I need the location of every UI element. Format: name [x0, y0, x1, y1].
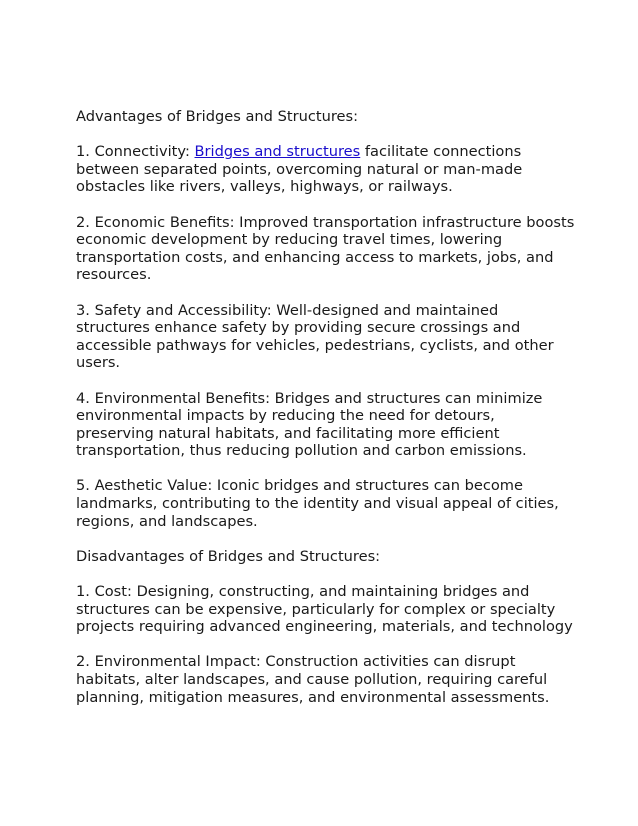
advantage-item-aesthetic: 5. Aesthetic Value: Iconic bridges and structures can become landmarks, contributing to the identity and visual appeal of cities, regions, and landscapes. — [76, 477, 559, 530]
advantage-item-economic: 2. Economic Benefits: Improved transportation infrastructure boosts economic development by reducing travel times, lowering transportation costs, and enhancing access to markets, jobs, and resources. — [76, 213, 575, 284]
advantage-item-text: facilitate connections between separated points, overcoming natural or man-made obstacles like rivers, valleys, highways, or railways. — [76, 143, 523, 196]
advantage-item-connectivity — [76, 143, 576, 196]
disadvantages-heading: Disadvantages of Bridges and Structures: — [76, 547, 381, 565]
disadvantage-item-cost: 1. Cost: Designing, constructing, and maintaining bridges and structures can be expensive, particularly for complex or specialty projects requiring advanced engineering, materials, and technology — [76, 583, 573, 636]
disadvantage-item-environmental-impact: 2. Environmental Impact: Construction activities can disrupt habitats, alter landscapes, and cause pollution, requiring careful planning, mitigation measures, and environmental assessments. — [76, 653, 550, 706]
bridges-and-structures-link[interactable]: Bridges and structures — [194, 143, 361, 161]
document-page — [76, 108, 576, 724]
advantage-item-prefix: 1. Connectivity: — [76, 143, 195, 161]
advantage-item-safety: 3. Safety and Accessibility: Well-designed and maintained structures enhance safety by providing secure crossings and accessible pathways for vehicles, pedestrians, cyclists, and other users. — [76, 301, 554, 372]
advantage-item-environmental: 4. Environmental Benefits: Bridges and structures can minimize environmental impacts by reducing the need for detours, preserving natural habitats, and facilitating more efficient transportation, thus reducing pollution and carbon emissions. — [76, 389, 543, 460]
advantages-heading: Advantages of Bridges and Structures: — [76, 108, 358, 125]
